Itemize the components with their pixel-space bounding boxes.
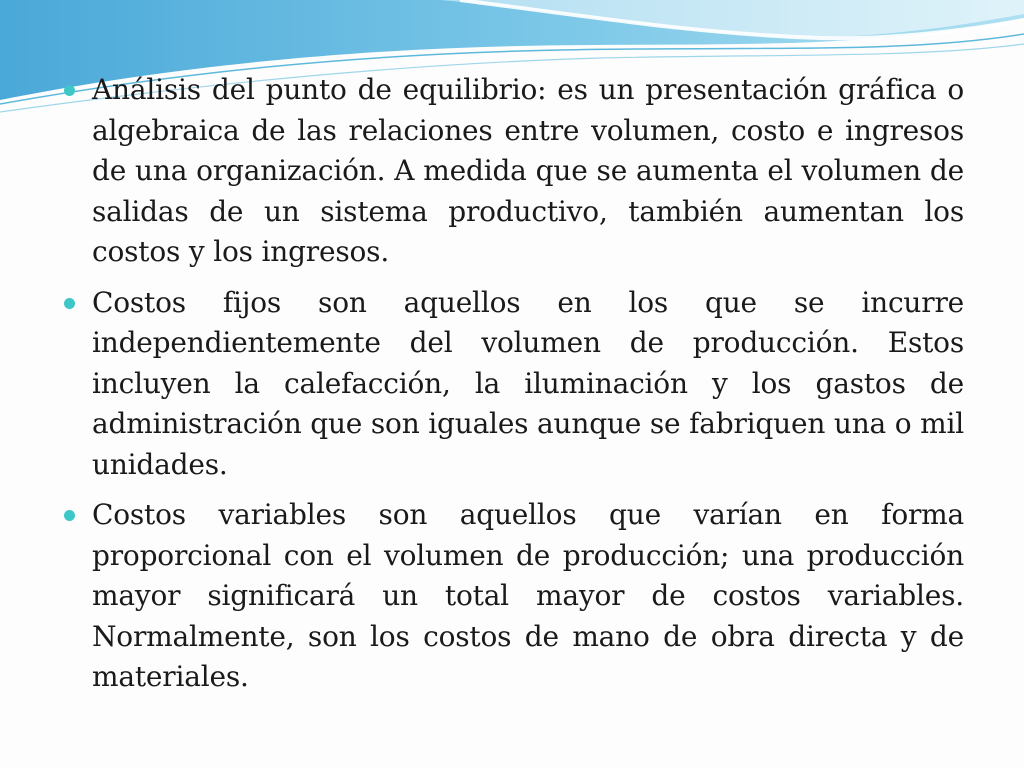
bullet-dot-icon	[64, 510, 75, 521]
bullet-item-1	[62, 70, 964, 273]
bullet-text: Costos fijos son aquellos en los que se incurre independientemente del volumen de producción. Estos incluyen la calefacción, la iluminación y los gastos de administración que son iguales aunque se fabriquen una o mil unidades.	[92, 285, 964, 481]
bullet-dot-icon	[64, 298, 75, 309]
bullet-text: Análisis del punto de equilibrio: es un presentación gráfica o algebraica de las relaciones entre volumen, costo e ingresos de una organización. A medida que se aumenta el volumen de salidas de un sistema productivo, también aumentan los costos y los ingresos.	[92, 73, 964, 268]
bullet-item-3	[62, 495, 964, 698]
bullet-text: Costos variables son aquellos que varían en forma proporcional con el volumen de producción; una producción mayor significará un total mayor de costos variables. Normalmente, son los costos de mano de obra directa y de materiales.	[92, 498, 964, 693]
bullet-dot-icon	[64, 85, 75, 96]
content-area	[62, 70, 964, 708]
bullet-item-2	[62, 283, 964, 486]
